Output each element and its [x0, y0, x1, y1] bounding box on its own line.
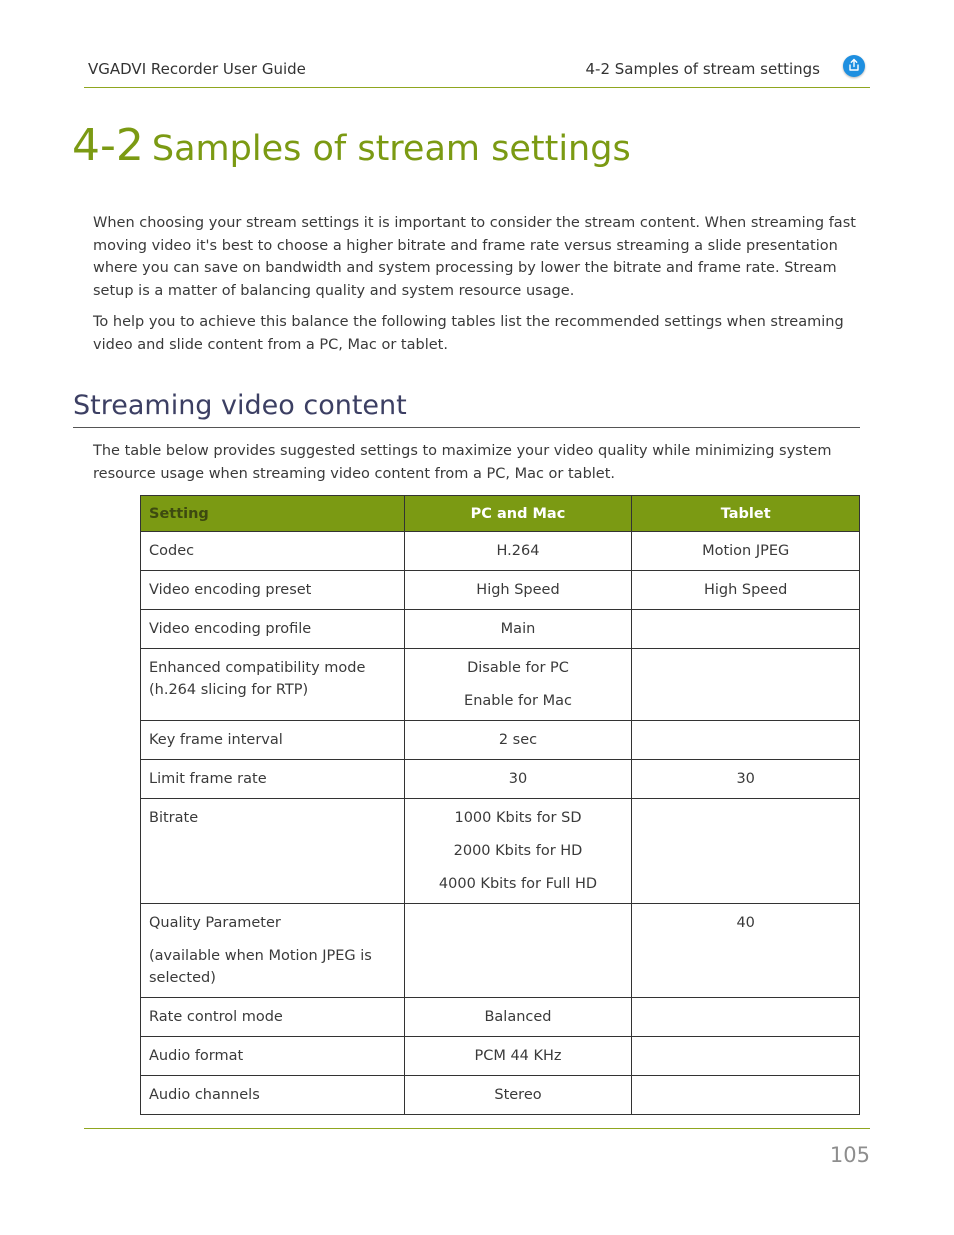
tablet-cell	[632, 1076, 860, 1115]
tablet-cell: High Speed	[632, 571, 860, 610]
setting-cell: Rate control mode	[141, 998, 405, 1037]
tablet-cell	[632, 799, 860, 904]
setting-cell: Codec	[141, 532, 405, 571]
section-rule	[73, 427, 860, 428]
tablet-cell	[632, 998, 860, 1037]
section-description: The table below provides suggested settings to maximize your video quality while minimizing system resource usage when streaming video content from a PC, Mac or tablet.	[93, 443, 832, 482]
table-row	[141, 532, 860, 571]
header-rule	[84, 87, 870, 88]
share-button[interactable]	[843, 55, 865, 77]
setting-cell: Limit frame rate	[141, 760, 405, 799]
setting-cell: Bitrate	[141, 799, 405, 904]
intro-paragraph-1: When choosing your stream settings it is important to consider the stream content. When streaming fast moving video it's best to choose a higher bitrate and frame rate versus streaming a slide presentation where you can save on bandwidth and system processing by lower the bitrate and frame rate. Stream setup is a matter of balancing quality and system resource usage.	[93, 215, 856, 299]
header-guide-title: VGADVI Recorder User Guide	[88, 60, 306, 78]
settings-table	[140, 495, 860, 1115]
tablet-cell	[632, 610, 860, 649]
column-header-pc-mac: PC and Mac	[404, 496, 632, 532]
tablet-cell	[632, 649, 860, 721]
setting-cell	[141, 904, 405, 998]
pc-mac-cell: H.264	[404, 532, 632, 571]
page-number: 105	[829, 1143, 870, 1167]
setting-label: Quality Parameter	[149, 915, 281, 931]
section-title: Streaming video content	[73, 390, 407, 421]
chapter-number: 4-2	[72, 120, 144, 171]
pc-mac-value: Disable for PC	[467, 660, 569, 676]
pc-mac-cell: High Speed	[404, 571, 632, 610]
setting-cell: Key frame interval	[141, 721, 405, 760]
table-row	[141, 799, 860, 904]
tablet-cell: 40	[632, 904, 860, 998]
pc-mac-value: 1000 Kbits for SD	[454, 810, 582, 826]
tablet-cell: Motion JPEG	[632, 532, 860, 571]
pc-mac-cell	[404, 799, 632, 904]
table-row	[141, 904, 860, 998]
pc-mac-value: Enable for Mac	[464, 693, 572, 709]
chapter-title	[72, 120, 631, 171]
setting-note: (available when Motion JPEG is selected)	[149, 948, 372, 986]
setting-cell: Audio format	[141, 1037, 405, 1076]
share-icon	[847, 57, 861, 76]
table-row	[141, 649, 860, 721]
table-row	[141, 571, 860, 610]
intro-paragraph-2: To help you to achieve this balance the following tables list the recommended settings when streaming video and slide content from a PC, Mac or tablet.	[93, 314, 844, 353]
setting-cell: Enhanced compatibility mode (h.264 slicing for RTP)	[141, 649, 405, 721]
column-header-setting: Setting	[141, 496, 405, 532]
tablet-cell	[632, 1037, 860, 1076]
setting-cell: Audio channels	[141, 1076, 405, 1115]
table-row	[141, 721, 860, 760]
table-row	[141, 1076, 860, 1115]
header-section-label: 4-2 Samples of stream settings	[585, 60, 820, 78]
pc-mac-cell: Main	[404, 610, 632, 649]
pc-mac-cell	[404, 649, 632, 721]
table-row	[141, 998, 860, 1037]
column-header-tablet: Tablet	[632, 496, 860, 532]
pc-mac-cell: Balanced	[404, 998, 632, 1037]
table-row	[141, 760, 860, 799]
table-header-row	[141, 496, 860, 532]
table-row	[141, 610, 860, 649]
pc-mac-cell: Stereo	[404, 1076, 632, 1115]
tablet-cell	[632, 721, 860, 760]
setting-cell: Video encoding profile	[141, 610, 405, 649]
pc-mac-cell	[404, 904, 632, 998]
setting-cell: Video encoding preset	[141, 571, 405, 610]
pc-mac-cell: 2 sec	[404, 721, 632, 760]
footer-rule	[84, 1128, 870, 1129]
pc-mac-value: 4000 Kbits for Full HD	[438, 876, 598, 892]
tablet-cell: 30	[632, 760, 860, 799]
pc-mac-cell: PCM 44 KHz	[404, 1037, 632, 1076]
table-row	[141, 1037, 860, 1076]
pc-mac-cell: 30	[404, 760, 632, 799]
chapter-heading-text: Samples of stream settings	[151, 129, 631, 169]
pc-mac-value: 2000 Kbits for HD	[453, 843, 583, 859]
